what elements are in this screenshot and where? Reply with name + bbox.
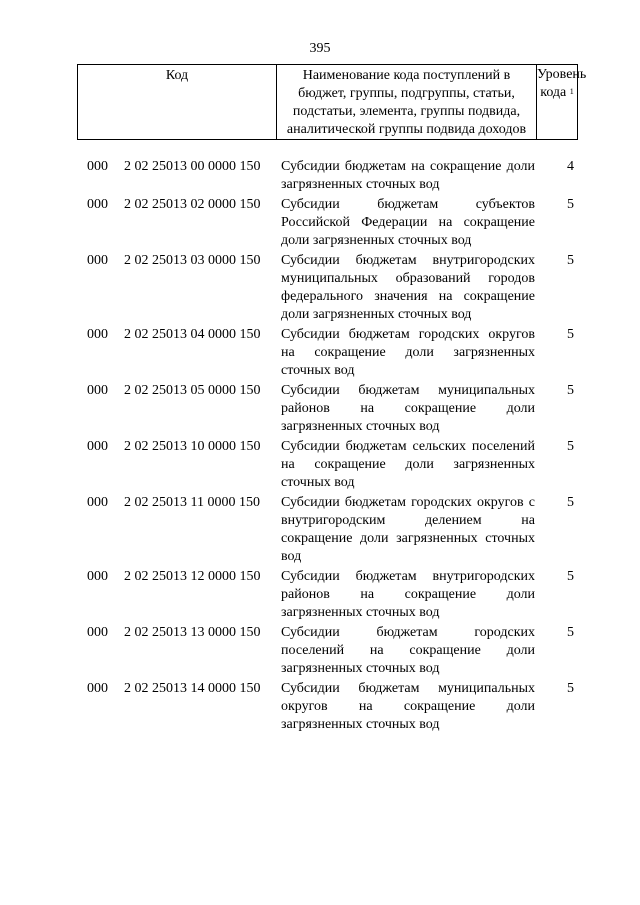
row-level: 5: [567, 681, 574, 696]
row-prefix: 000: [87, 681, 108, 696]
row-name: Субсидии бюджетам на сокращение доли загрязненных сточных вод: [281, 159, 535, 192]
row-level: 5: [567, 197, 574, 212]
row-prefix: 000: [87, 569, 108, 584]
table-row: [77, 382, 578, 436]
row-level: 5: [567, 253, 574, 268]
row-prefix: 000: [87, 495, 108, 510]
row-prefix: 000: [87, 197, 108, 212]
table-row: [77, 568, 578, 622]
row-prefix: 000: [87, 625, 108, 640]
row-code: 2 02 25013 00 0000 150: [124, 159, 261, 174]
row-prefix: 000: [87, 327, 108, 342]
header-code: Код: [78, 65, 277, 139]
row-level: 5: [567, 569, 574, 584]
table-header: [77, 64, 587, 140]
row-code: 2 02 25013 04 0000 150: [124, 327, 261, 342]
row-name: Субсидии бюджетам городских округов с внутригородским делением на сокращение доли загрязненных сточных вод: [281, 495, 535, 564]
row-level: 4: [567, 159, 574, 174]
row-name: Субсидии бюджетам внутригородских районов на сокращение доли загрязненных сточных вод: [281, 569, 535, 620]
row-prefix: 000: [87, 439, 108, 454]
row-name: Субсидии бюджетам муниципальных округов на сокращение доли загрязненных сточных вод: [281, 681, 535, 732]
table-row: [77, 494, 578, 566]
header-level-label: Уровень кода: [537, 67, 587, 100]
row-code: 2 02 25013 05 0000 150: [124, 383, 261, 398]
row-prefix: 000: [87, 159, 108, 174]
header-name: Наименование кода поступлений в бюджет, группы, подгруппы, статьи, подстатьи, элемента, группы подвида, аналитической группы подвида доходов: [277, 65, 537, 139]
row-code: 2 02 25013 12 0000 150: [124, 569, 261, 584]
page-number: 395: [309, 41, 331, 56]
table-row: [77, 680, 578, 734]
row-code: 2 02 25013 02 0000 150: [124, 197, 261, 212]
row-level: 5: [567, 383, 574, 398]
row-code: 2 02 25013 11 0000 150: [124, 495, 260, 510]
row-level: 5: [567, 439, 574, 454]
row-name: Субсидии бюджетам муниципальных районов на сокращение доли загрязненных сточных вод: [281, 383, 535, 434]
table-row: [77, 326, 578, 380]
table-body: [77, 158, 578, 736]
row-code: 2 02 25013 03 0000 150: [124, 253, 261, 268]
row-code: 2 02 25013 14 0000 150: [124, 681, 261, 696]
table-row: [77, 438, 578, 492]
row-prefix: 000: [87, 383, 108, 398]
row-level: 5: [567, 495, 574, 510]
row-prefix: 000: [87, 253, 108, 268]
row-name: Субсидии бюджетам внутригородских муниципальных образований городов федерального значения на сокращение доли загрязненных сточных вод: [281, 253, 535, 322]
row-name: Субсидии бюджетам субъектов Российской Федерации на сокращение доли загрязненных сточных вод: [281, 197, 535, 248]
row-code: 2 02 25013 13 0000 150: [124, 625, 261, 640]
table-row: [77, 158, 578, 194]
table-row: [77, 624, 578, 678]
header-level-footnote: 1: [569, 87, 574, 96]
row-level: 5: [567, 327, 574, 342]
table-row: [77, 196, 578, 250]
header-level: [537, 65, 587, 139]
row-name: Субсидии бюджетам сельских поселений на сокращение доли загрязненных сточных вод: [281, 439, 535, 490]
row-code: 2 02 25013 10 0000 150: [124, 439, 261, 454]
row-name: Субсидии бюджетам городских поселений на сокращение доли загрязненных сточных вод: [281, 625, 535, 676]
table-row: [77, 252, 578, 324]
row-name: Субсидии бюджетам городских округов на сокращение доли загрязненных сточных вод: [281, 327, 535, 378]
row-level: 5: [567, 625, 574, 640]
